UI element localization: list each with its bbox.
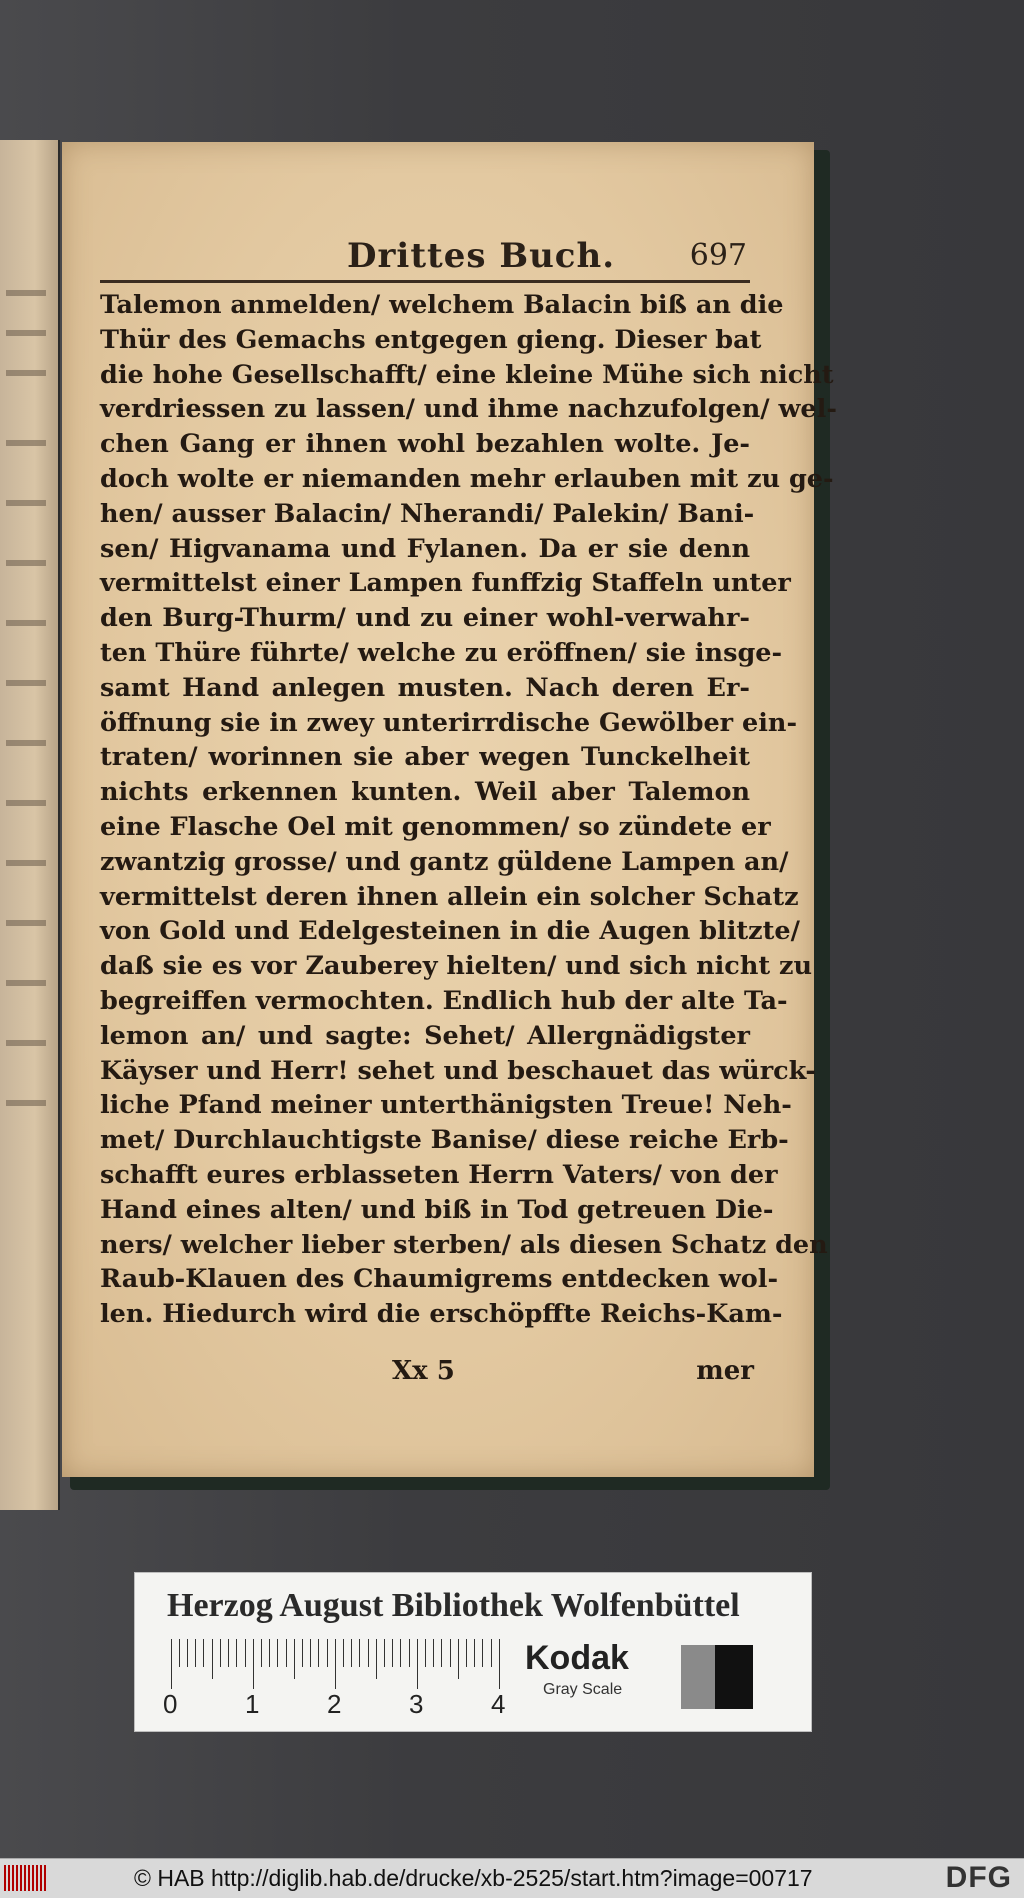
- text-line: vermittelst einer Lampen funffzig Staffeln unter: [100, 568, 791, 599]
- head-rule: [100, 280, 750, 283]
- color-target-card: [134, 1572, 812, 1732]
- text-line: den Burg-Thurm/ und zu einer wohl-verwahr-: [100, 603, 750, 634]
- text-line: lemon an/ und sagte: Sehet/ Allergnädigster: [100, 1020, 750, 1051]
- text-line: schafft eures erblasseten Herrn Vaters/ von der: [100, 1159, 778, 1190]
- black-swatch: [715, 1645, 753, 1709]
- footer-bar: [0, 1858, 1024, 1898]
- gray-swatch: [681, 1645, 715, 1709]
- dfg-logo: DFG: [945, 1861, 1012, 1894]
- text-line: verdriessen zu lassen/ und ihme nachzufolgen/ wel-: [100, 394, 837, 425]
- text-line: daß sie es vor Zauberey hielten/ und sich nicht zu: [100, 951, 813, 982]
- scale-label: 2: [327, 1689, 342, 1719]
- text-line: zwantzig grosse/ und gantz güldene Lampen an/: [100, 846, 789, 877]
- text-line: begreiffen vermochten. Endlich hub der alte Ta-: [100, 985, 788, 1016]
- text-line: chen Gang er ihnen wohl bezahlen wolte. Je-: [100, 429, 750, 460]
- text-line: die hohe Gesellschafft/ eine kleine Mühe sich nicht: [100, 359, 834, 390]
- gray-scale-label: Gray Scale: [543, 1681, 623, 1698]
- signature-mark: Xx 5: [392, 1356, 455, 1386]
- book-page: [62, 142, 837, 1477]
- running-head: [277, 236, 747, 280]
- text-line: hen/ ausser Balacin/ Nherandi/ Palekin/ Bani-: [100, 498, 755, 529]
- scale-label: 1: [245, 1689, 260, 1719]
- text-line: met/ Durchlauchtigste Banise/ diese reiche Erb-: [100, 1125, 789, 1156]
- text-line: von Gold und Edelgesteinen in die Augen blitzte/: [100, 916, 800, 947]
- scale-label: 4: [491, 1689, 506, 1719]
- text-line: Thür des Gemachs entgegen gieng. Dieser bat: [100, 324, 762, 355]
- text-line: eine Flasche Oel mit genommen/ so zündete er: [100, 811, 771, 842]
- scale-label: 0: [163, 1689, 178, 1719]
- barcode-icon: [4, 1865, 48, 1891]
- library-name: Herzog August Bibliothek Wolfenbüttel: [167, 1587, 740, 1624]
- text-line: nichts erkennen kunten. Weil aber Talemon: [100, 777, 750, 808]
- body-text: [100, 288, 837, 1332]
- text-line: doch wolte er niemanden mehr erlauben mit zu ge-: [100, 463, 834, 494]
- catchword: mer: [696, 1356, 754, 1386]
- text-line: vermittelst deren ihnen allein ein solcher Schatz: [100, 881, 799, 912]
- text-line: len. Hiedurch wird die erschöpffte Reichs-Kam-: [100, 1299, 783, 1330]
- text-line: Hand eines alten/ und biß in Tod getreuen Die-: [100, 1194, 774, 1225]
- scale-ruler: [171, 1639, 501, 1689]
- text-line: Käyser und Herr! sehet und beschauet das würck-: [100, 1055, 816, 1086]
- facing-page-edge: [0, 140, 60, 1510]
- running-title: Drittes Buch.: [347, 236, 616, 276]
- text-line: samt Hand anlegen musten. Nach deren Er-: [100, 672, 750, 703]
- kodak-logo: Kodak: [525, 1639, 629, 1677]
- page-number: 697: [689, 238, 747, 273]
- text-line: liche Pfand meiner unterthänigsten Treue! Neh-: [100, 1090, 792, 1121]
- text-line: Raub-Klauen des Chaumigrems entdecken wol-: [100, 1264, 779, 1295]
- source-credit[interactable]: © HAB http://diglib.hab.de/drucke/xb-2525/start.htm?image=00717: [134, 1865, 813, 1891]
- text-line: sen/ Higvanama und Fylanen. Da er sie denn: [100, 533, 750, 564]
- text-line: ten Thüre führte/ welche zu eröffnen/ sie insge-: [100, 637, 783, 668]
- text-line: Talemon anmelden/ welchem Balacin biß an die: [100, 290, 784, 320]
- text-line: traten/ worinnen sie aber wegen Tunckelheit: [100, 742, 750, 773]
- scale-label: 3: [409, 1689, 424, 1719]
- text-line: öffnung sie in zwey unterirrdische Gewölber ein-: [100, 707, 798, 738]
- text-line: ners/ welcher lieber sterben/ als diesen Schatz den: [100, 1229, 828, 1260]
